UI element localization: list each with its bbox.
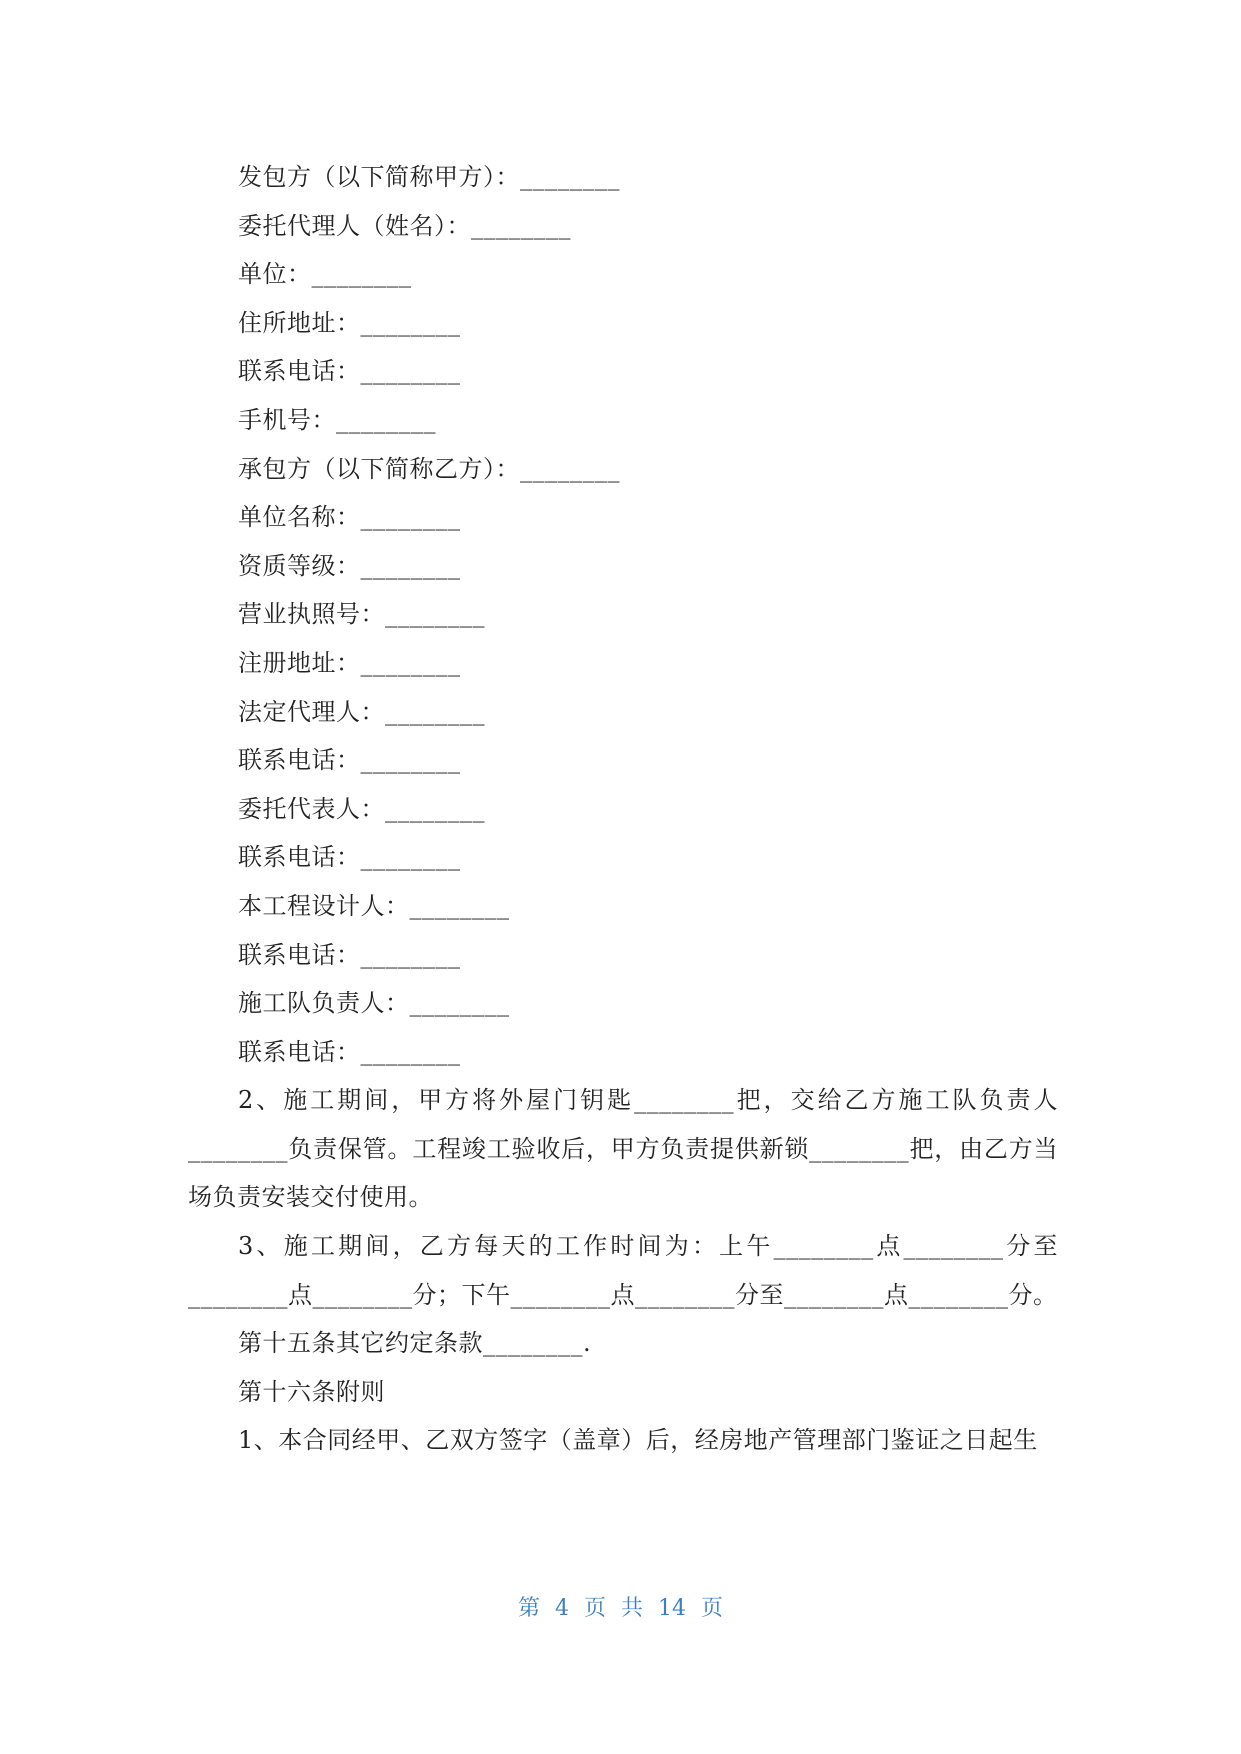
field-line: 承包方（以下简称乙方）：________ xyxy=(238,454,620,483)
field-line: 联系电话：________ xyxy=(238,843,461,872)
field-line: 注册地址：________ xyxy=(238,648,461,677)
field-line: 联系电话：________ xyxy=(238,746,461,775)
field-line: 联系电话：________ xyxy=(238,940,461,969)
field-line: 资质等级：________ xyxy=(238,551,461,580)
document-body xyxy=(188,153,1058,1465)
field-line: 法定代理人：________ xyxy=(238,697,485,726)
page-number-footer: 第 4 页 共 14 页 xyxy=(518,1596,723,1621)
paragraph-effective-clause: 1、本合同经甲、乙双方签字（盖章）后，经房地产管理部门鉴证之日起生 xyxy=(238,1426,1038,1455)
field-line: 单位：________ xyxy=(238,260,412,289)
field-line: 联系电话：________ xyxy=(238,357,461,386)
paragraph-article-16: 第十六条附则 xyxy=(238,1377,385,1406)
field-line: 本工程设计人：________ xyxy=(238,891,510,920)
field-line: 营业执照号：________ xyxy=(238,600,485,629)
field-line: 委托代表人：________ xyxy=(238,794,485,823)
field-line: 住所地址：________ xyxy=(238,308,461,337)
paragraph-article-15: 第十五条其它约定条款________. xyxy=(238,1329,592,1358)
field-line: 发包方（以下简称甲方）：________ xyxy=(238,163,620,191)
field-line: 手机号：________ xyxy=(238,405,436,434)
field-line: 单位名称：________ xyxy=(238,503,461,532)
field-line: 联系电话：________ xyxy=(238,1037,461,1066)
paragraph-key-custody: 2、施工期间，甲方将外屋门钥匙________把，交给乙方施工队负责人________负责保管。工程竣工验收后，甲方负责提供新锁________把，由乙方当场负责安装交付使用。 xyxy=(188,1086,1058,1212)
paragraph-work-hours: 3、施工期间，乙方每天的工作时间为：上午________点________分至________点________分；下午________点________分至________点________分。 xyxy=(188,1232,1058,1309)
field-line: 委托代理人（姓名）：________ xyxy=(238,211,571,240)
field-line: 施工队负责人：________ xyxy=(238,989,510,1018)
